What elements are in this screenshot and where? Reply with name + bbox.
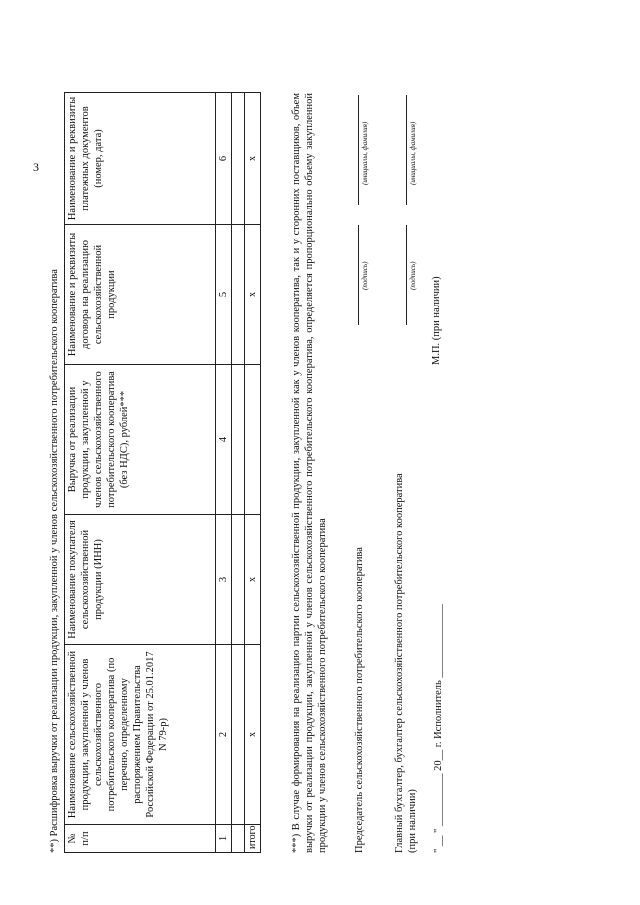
header-cell-revenue: Выручка от реализации продукции, закупленной у членов сельскохозяйственного потребительского кооператива (без НДС), рублей*** — [65, 365, 216, 515]
rotated-document-page — [40, 35, 600, 865]
empty-cell — [232, 515, 245, 645]
total-label: итого — [245, 825, 261, 853]
empty-cell — [232, 645, 245, 825]
chair-initials-line — [358, 95, 359, 205]
seal-label: М.П. (при наличии) — [431, 276, 442, 365]
page-number: 3 — [33, 160, 39, 174]
accountant-label-note: (при наличии) — [407, 789, 418, 853]
total-cell: х — [245, 225, 261, 365]
date-executor-line: " __ " __________ 20__ г. Исполнитель ______________ — [433, 604, 444, 853]
chair-initials-caption: (инициалы, фамилия) — [361, 121, 369, 185]
total-cell — [245, 365, 261, 515]
chair-label: Председатель сельскохозяйственного потребительского кооператива — [354, 547, 365, 853]
number-cell: 6 — [216, 93, 232, 225]
chair-signature-line — [358, 225, 359, 325]
table-caption: **) Расшифровка выручки от реализации продукции, закупленной у членов сельскохозяйственного потребительского кооператива — [49, 269, 60, 853]
accountant-initials-line — [406, 95, 407, 205]
number-cell: 3 — [216, 515, 232, 645]
empty-cell — [232, 225, 245, 365]
accountant-label: Главный бухгалтер, бухгалтер сельскохозяйственного потребительского кооператива — [394, 473, 405, 853]
header-cell-payment-docs: Наименование и реквизиты платежных документов (номер, дата) — [65, 93, 216, 225]
empty-cell — [232, 93, 245, 225]
total-cell: х — [245, 645, 261, 825]
number-cell: 5 — [216, 225, 232, 365]
empty-cell — [232, 825, 245, 853]
header-cell-num: № п/п — [65, 825, 216, 853]
accountant-initials-caption: (инициалы, фамилия) — [409, 121, 417, 185]
revenue-breakdown-table — [64, 92, 261, 853]
table-empty-row — [232, 93, 245, 853]
number-cell: 1 — [216, 825, 232, 853]
accountant-signature-line — [406, 225, 407, 325]
footnote-text: ***) В случае формирования на реализацию партии сельскохозяйственной продукции, закупленной как у членов кооператива, так и у сторонних поставщиков, объем выручки от реализации продукции, закупленной у членов сельскохозяйственного потребительского кооператива, определяется пропорционально объему закупленной продукции у членов сельскохозяйственного потребительского кооператива — [291, 93, 328, 853]
header-cell-contract: Наименование и реквизиты договора на реализацию сельскохозяйственной продукции — [65, 225, 216, 365]
total-cell: х — [245, 93, 261, 225]
total-cell: х — [245, 515, 261, 645]
number-cell: 4 — [216, 365, 232, 515]
table-header-row — [65, 93, 216, 853]
header-cell-product: Наименование сельскохозяйственной продукции, закупленной у членов сельскохозяйственного потребительского кооператива (по перечню, определенному распоряжением Правительства Российской Федерации от 25.01.2017 N 79-р) — [65, 645, 216, 825]
table-number-row — [216, 93, 232, 853]
accountant-signature-caption: (подпись) — [409, 261, 417, 290]
table-total-row — [245, 93, 261, 853]
chair-signature-caption: (подпись) — [361, 261, 369, 290]
empty-cell — [232, 365, 245, 515]
number-cell: 2 — [216, 645, 232, 825]
header-cell-buyer: Наименование покупателя сельскохозяйственной продукции (ИНН) — [65, 515, 216, 645]
